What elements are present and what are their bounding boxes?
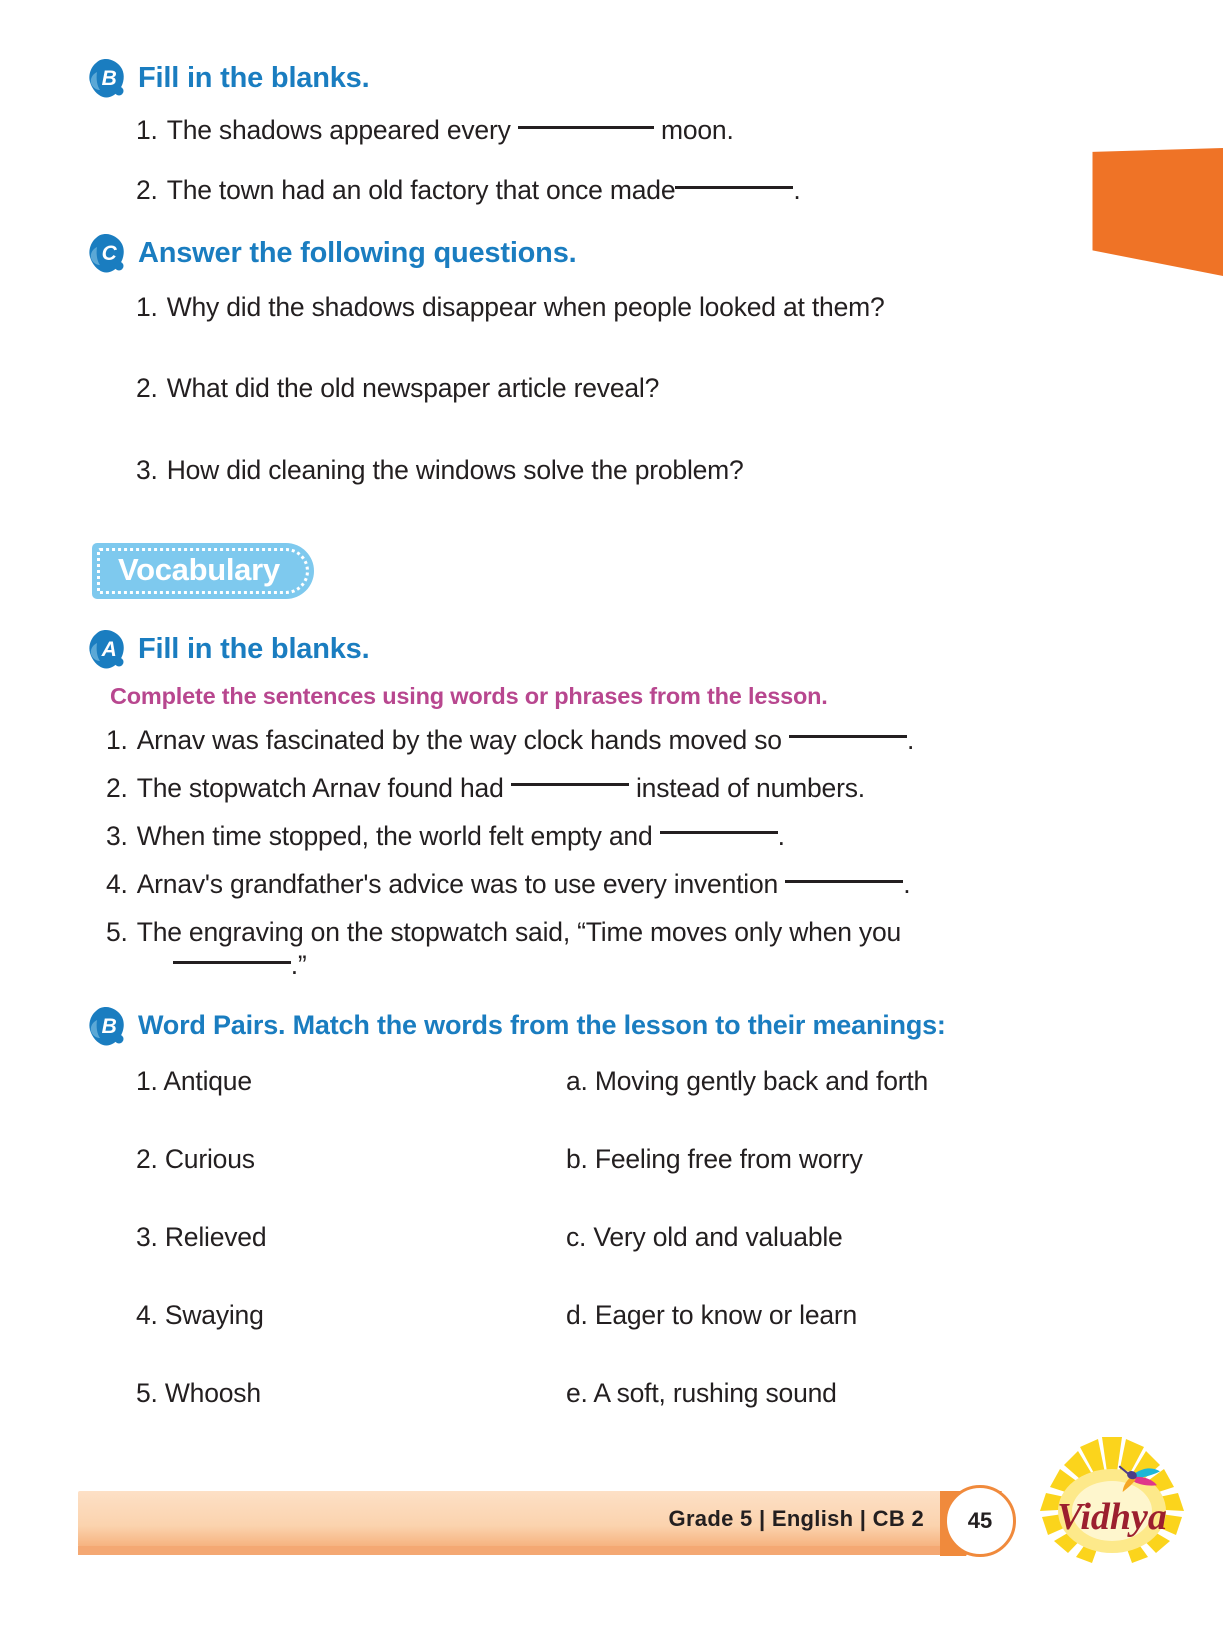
- fill-blanks-b-list: [136, 114, 1078, 207]
- item-text-after: .: [906, 724, 915, 755]
- badge-b2-letter: B: [101, 1015, 117, 1039]
- heading-word-pairs-b: Word Pairs. Match the words from the lesson to their meanings:: [138, 1010, 946, 1041]
- word-pair-left-item[interactable]: 1. Antique: [136, 1066, 252, 1097]
- badge-b-icon: [88, 58, 128, 100]
- item-number: 1.: [136, 115, 158, 145]
- word-pair-left-item[interactable]: 4. Swaying: [136, 1300, 264, 1331]
- item-number: 3.: [106, 820, 128, 851]
- item-number: 1.: [136, 292, 158, 323]
- vocabulary-banner-label: Vocabulary: [118, 551, 280, 587]
- word-pair-right-item[interactable]: d. Eager to know or learn: [566, 1300, 858, 1331]
- list-item: [136, 291, 1078, 324]
- vidhya-logo: [1026, 1433, 1198, 1583]
- corner-decoration-orange: [1073, 148, 1223, 276]
- heading-fill-blanks-b: Fill in the blanks.: [138, 62, 370, 94]
- footer-label: Grade 5 | English | CB 2: [668, 1506, 924, 1531]
- section-heading-word-pairs-b: [88, 1008, 1078, 1048]
- item-text-after: moon.: [660, 115, 734, 145]
- item-text: [167, 114, 1078, 147]
- item-text: Why did the shadows disappear when people looked at them?: [166, 292, 885, 323]
- list-item: [136, 372, 1078, 405]
- item-text: [167, 174, 1078, 207]
- item-text-after: .: [793, 175, 801, 206]
- section-heading-answer-questions-c: [88, 235, 1078, 275]
- item-text-after: instead of numbers.: [635, 772, 865, 803]
- item-text-after: .: [903, 869, 911, 899]
- item-number: 3.: [136, 454, 158, 485]
- item-text-before: When time stopped, the world felt empty and: [136, 820, 653, 851]
- item-text: How did cleaning the windows solve the problem?: [166, 454, 744, 485]
- item-text: [137, 820, 1078, 853]
- badge-c-letter: C: [101, 242, 117, 266]
- section-heading-fill-blanks-b: [88, 60, 1078, 100]
- heading-vocab-fill-blanks-a: Fill in the blanks.: [138, 632, 370, 665]
- item-text: [137, 868, 1078, 901]
- item-number: 2.: [136, 175, 158, 206]
- item-text: [137, 724, 1078, 757]
- item-number: 4.: [106, 869, 128, 899]
- list-item: [106, 916, 1078, 982]
- badge-b2-icon: [88, 1006, 128, 1048]
- item-number: 2.: [136, 373, 158, 404]
- word-pair-left-item[interactable]: 5. Whoosh: [136, 1378, 261, 1409]
- item-number: 2.: [106, 772, 128, 803]
- item-text-before: Arnav was fascinated by the way clock hands moved so: [136, 724, 782, 755]
- answer-blank[interactable]: [511, 783, 629, 786]
- list-item: [106, 868, 1078, 901]
- item-text-before: Arnav's grandfather's advice was to use every invention: [136, 869, 779, 899]
- answer-blank[interactable]: [785, 880, 903, 883]
- list-item: [136, 114, 1078, 147]
- list-item: [106, 772, 1078, 805]
- answer-blank[interactable]: [675, 186, 793, 189]
- answer-blank[interactable]: [173, 961, 291, 964]
- item-text: [137, 772, 1078, 805]
- word-pair-right-item[interactable]: b. Feeling free from worry: [566, 1144, 863, 1175]
- vidhya-logo-text: Vidhya: [1057, 1496, 1167, 1538]
- badge-a-letter: A: [101, 637, 117, 661]
- answer-blank[interactable]: [789, 735, 907, 738]
- list-item: [136, 454, 1078, 487]
- vocab-instruction-text: Complete the sentences using words or phrases from the lesson.: [110, 682, 828, 709]
- word-pair-right-item[interactable]: c. Very old and valuable: [566, 1222, 843, 1253]
- item-number: 5.: [106, 917, 128, 948]
- list-item: [136, 174, 1078, 207]
- page-footer: [78, 1491, 1167, 1561]
- vocab-fill-blanks-list: [106, 724, 1078, 983]
- badge-b-letter: B: [101, 67, 117, 90]
- item-text-before: The shadows appeared every: [166, 115, 511, 145]
- vocabulary-section-banner: [92, 543, 314, 599]
- badge-c-icon: [88, 233, 128, 275]
- item-text-before: The engraving on the stopwatch said, “Time moves only when you: [136, 917, 902, 948]
- heading-answer-questions-c: Answer the following questions.: [138, 237, 577, 270]
- item-text: What did the old newspaper article reveal?: [166, 373, 660, 404]
- page-content: [88, 60, 1078, 1409]
- item-text-before: The stopwatch Arnav found had: [136, 772, 504, 803]
- list-item: [106, 820, 1078, 853]
- item-text-after: .: [777, 820, 785, 851]
- answer-blank[interactable]: [518, 126, 654, 129]
- item-text-after: .”: [290, 950, 307, 981]
- word-pair-right-item[interactable]: a. Moving gently back and forth: [566, 1066, 929, 1097]
- item-number: 1.: [106, 724, 128, 755]
- item-text: [137, 916, 1078, 982]
- list-item: [106, 724, 1078, 757]
- page-number-badge: 45: [944, 1485, 1016, 1557]
- word-pairs-match-grid: [136, 1066, 1078, 1409]
- word-pair-left-item[interactable]: 2. Curious: [136, 1144, 255, 1175]
- item-text-before: The town had an old factory that once made: [166, 175, 676, 206]
- answer-questions-list: [136, 291, 1078, 486]
- badge-a-icon: [88, 629, 128, 671]
- word-pair-right-item[interactable]: e. A soft, rushing sound: [566, 1378, 837, 1409]
- answer-blank[interactable]: [660, 831, 778, 834]
- section-heading-vocab-fill-blanks-a: [88, 631, 1078, 671]
- word-pair-left-item[interactable]: 3. Relieved: [136, 1222, 267, 1253]
